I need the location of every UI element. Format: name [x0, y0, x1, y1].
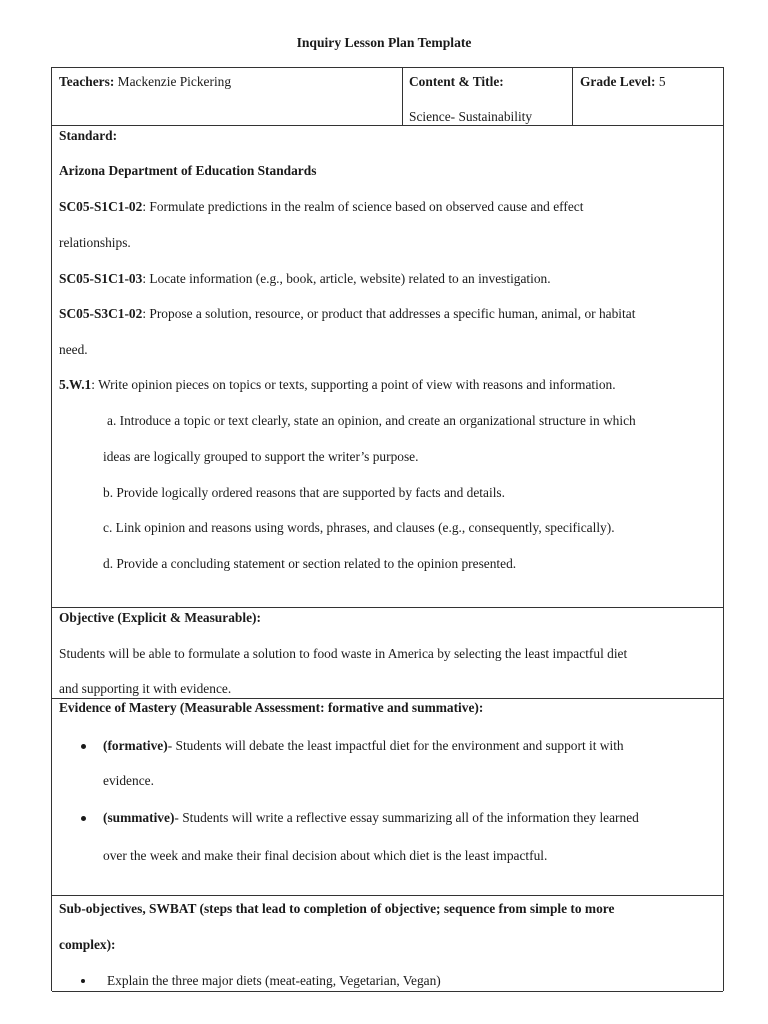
objective-text: Students will be able to formulate a solution to food waste in America by selecting the least impactful diet — [59, 646, 628, 661]
standard-item — [59, 198, 583, 216]
mastery-text: - Students will debate the least impactful diet for the environment and support it with — [167, 738, 624, 753]
mastery-text-continued: evidence. — [103, 773, 154, 788]
content-title-label: Content & Title: — [409, 74, 504, 89]
standard-item — [59, 305, 635, 323]
teachers-value: Mackenzie Pickering — [117, 74, 232, 89]
column-divider — [402, 68, 403, 126]
grade-level-value: 5 — [658, 74, 666, 89]
standard-subitem: a. Introduce a topic or text clearly, state an opinion, and create an organizational structure in which — [107, 413, 636, 428]
mastery-item — [103, 737, 624, 755]
mastery-item — [103, 809, 639, 827]
standard-subitem: c. Link opinion and reasons using words, phrases, and clauses (e.g., consequently, specifically). — [103, 520, 615, 535]
standard-text: : Locate information (e.g., book, article, website) related to an investigation. — [142, 271, 551, 286]
grade-level-label: Grade Level: — [580, 74, 656, 89]
standard-text-continued: relationships. — [59, 235, 131, 250]
standard-code: 5.W.1 — [59, 377, 92, 392]
standard-text: : Write opinion pieces on topics or texts, supporting a point of view with reasons and information. — [91, 377, 616, 392]
bullet-icon — [81, 816, 86, 821]
table-bottom-border — [52, 991, 723, 992]
standard-subitem: b. Provide logically ordered reasons that are supported by facts and details. — [103, 485, 505, 500]
document-title: Inquiry Lesson Plan Template — [296, 35, 472, 50]
teachers-label: Teachers: — [59, 74, 115, 89]
column-divider — [572, 68, 573, 126]
mastery-label: Evidence of Mastery (Measurable Assessment: formative and summative): — [59, 700, 484, 715]
mastery-text-continued: over the week and make their final decision about which diet is the least impactful. — [103, 848, 548, 863]
mastery-tag: (summative) — [103, 810, 175, 825]
standard-item — [59, 376, 616, 394]
standard-label: Standard: — [59, 128, 118, 143]
standard-subitem: d. Provide a concluding statement or section related to the opinion presented. — [103, 556, 517, 571]
row-divider — [52, 895, 723, 896]
subobjectives-label: Sub-objectives, SWBAT (steps that lead to completion of objective; sequence from simple to more — [59, 901, 615, 916]
standard-subitem: ideas are logically grouped to support the writer’s purpose. — [103, 449, 419, 464]
lesson-plan-table — [51, 67, 724, 991]
standard-text: : Propose a solution, resource, or product that addresses a specific human, animal, or habitat — [142, 306, 636, 321]
mastery-text: - Students will write a reflective essay summarizing all of the information they learned — [174, 810, 639, 825]
mastery-tag: (formative) — [103, 738, 168, 753]
subobjective-item: Explain the three major diets (meat-eating, Vegetarian, Vegan) — [107, 973, 441, 988]
content-title-value: Science- Sustainability — [409, 109, 533, 124]
standard-item — [59, 270, 551, 288]
grade-level-cell — [580, 73, 666, 91]
standard-org: Arizona Department of Education Standards — [59, 163, 317, 178]
standard-text-continued: need. — [59, 342, 88, 357]
bullet-icon — [81, 979, 85, 983]
standard-code: SC05-S1C1-02 — [59, 199, 143, 214]
objective-text-continued: and supporting it with evidence. — [59, 681, 232, 696]
standard-text: : Formulate predictions in the realm of science based on observed cause and effect — [142, 199, 584, 214]
objective-label: Objective (Explicit & Measurable): — [59, 610, 261, 625]
row-divider — [52, 125, 723, 126]
standard-code: SC05-S3C1-02 — [59, 306, 143, 321]
teachers-cell — [59, 73, 231, 91]
bullet-icon — [81, 744, 86, 749]
row-divider — [52, 607, 723, 608]
subobjectives-label-continued: complex): — [59, 937, 116, 952]
standard-code: SC05-S1C1-03 — [59, 271, 143, 286]
